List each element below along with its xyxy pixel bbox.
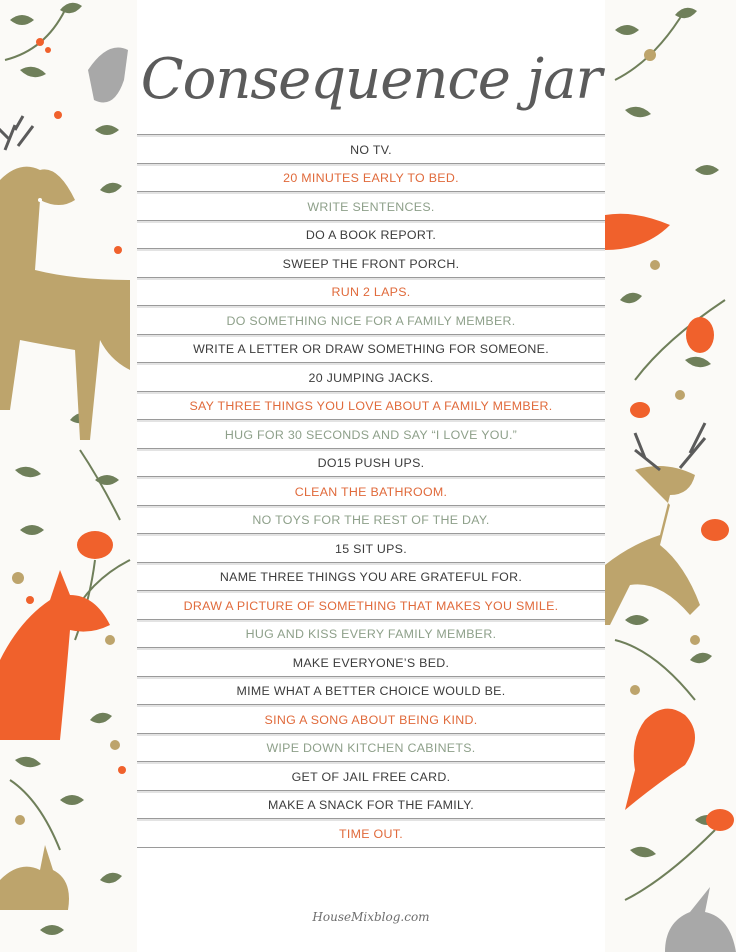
- consequence-list: [137, 134, 605, 848]
- list-item: WRITE A LETTER OR DRAW SOMETHING FOR SOMEONE.: [137, 335, 605, 364]
- list-item: TIME OUT.: [137, 819, 605, 848]
- bird-illustration: [88, 48, 128, 103]
- rabbit-illustration: [665, 887, 736, 952]
- list-item: NO TOYS FOR THE REST OF THE DAY.: [137, 506, 605, 535]
- list-item: HUG FOR 30 SECONDS AND SAY “I LOVE YOU.”: [137, 420, 605, 449]
- list-item: GET OF JAIL FREE CARD.: [137, 762, 605, 791]
- list-item: DO SOMETHING NICE FOR A FAMILY MEMBER.: [137, 306, 605, 335]
- list-item: 20 MINUTES EARLY TO BED.: [137, 164, 605, 193]
- main-content: [137, 0, 605, 952]
- list-item: MIME WHAT A BETTER CHOICE WOULD BE.: [137, 677, 605, 706]
- site-credit: HouseMixblog.com: [312, 910, 430, 924]
- right-decorative-panel: [605, 0, 736, 952]
- rabbit-illustration: [0, 845, 69, 910]
- list-item: 15 SIT UPS.: [137, 534, 605, 563]
- list-item: NO TV.: [137, 135, 605, 164]
- list-item: MAKE A SNACK FOR THE FAMILY.: [137, 791, 605, 820]
- list-item: MAKE EVERYONE’S BED.: [137, 648, 605, 677]
- list-item: CLEAN THE BATHROOM.: [137, 477, 605, 506]
- list-item: DO A BOOK REPORT.: [137, 221, 605, 250]
- list-item: NAME THREE THINGS YOU ARE GRATEFUL FOR.: [137, 563, 605, 592]
- list-item: RUN 2 LAPS.: [137, 278, 605, 307]
- list-item: 20 JUMPING JACKS.: [137, 363, 605, 392]
- list-item: DO15 PUSH UPS.: [137, 449, 605, 478]
- fox-tail-illustration: [605, 214, 670, 250]
- list-item: SING A SONG ABOUT BEING KIND.: [137, 705, 605, 734]
- left-decorative-panel: [0, 0, 137, 952]
- list-item: HUG AND KISS EVERY FAMILY MEMBER.: [137, 620, 605, 649]
- bird-illustration: [625, 709, 695, 810]
- fox-illustration: [0, 570, 110, 740]
- list-item: SAY THREE THINGS YOU LOVE ABOUT A FAMILY MEMBER.: [137, 392, 605, 421]
- page-title: Consequence jar: [140, 47, 602, 112]
- list-item: SWEEP THE FRONT PORCH.: [137, 249, 605, 278]
- list-item: DRAW A PICTURE OF SOMETHING THAT MAKES YOU SMILE.: [137, 591, 605, 620]
- deer-illustration: [0, 116, 130, 440]
- list-item: WRITE SENTENCES.: [137, 192, 605, 221]
- deer-illustration: [605, 423, 705, 625]
- list-item: WIPE DOWN KITCHEN CABINETS.: [137, 734, 605, 763]
